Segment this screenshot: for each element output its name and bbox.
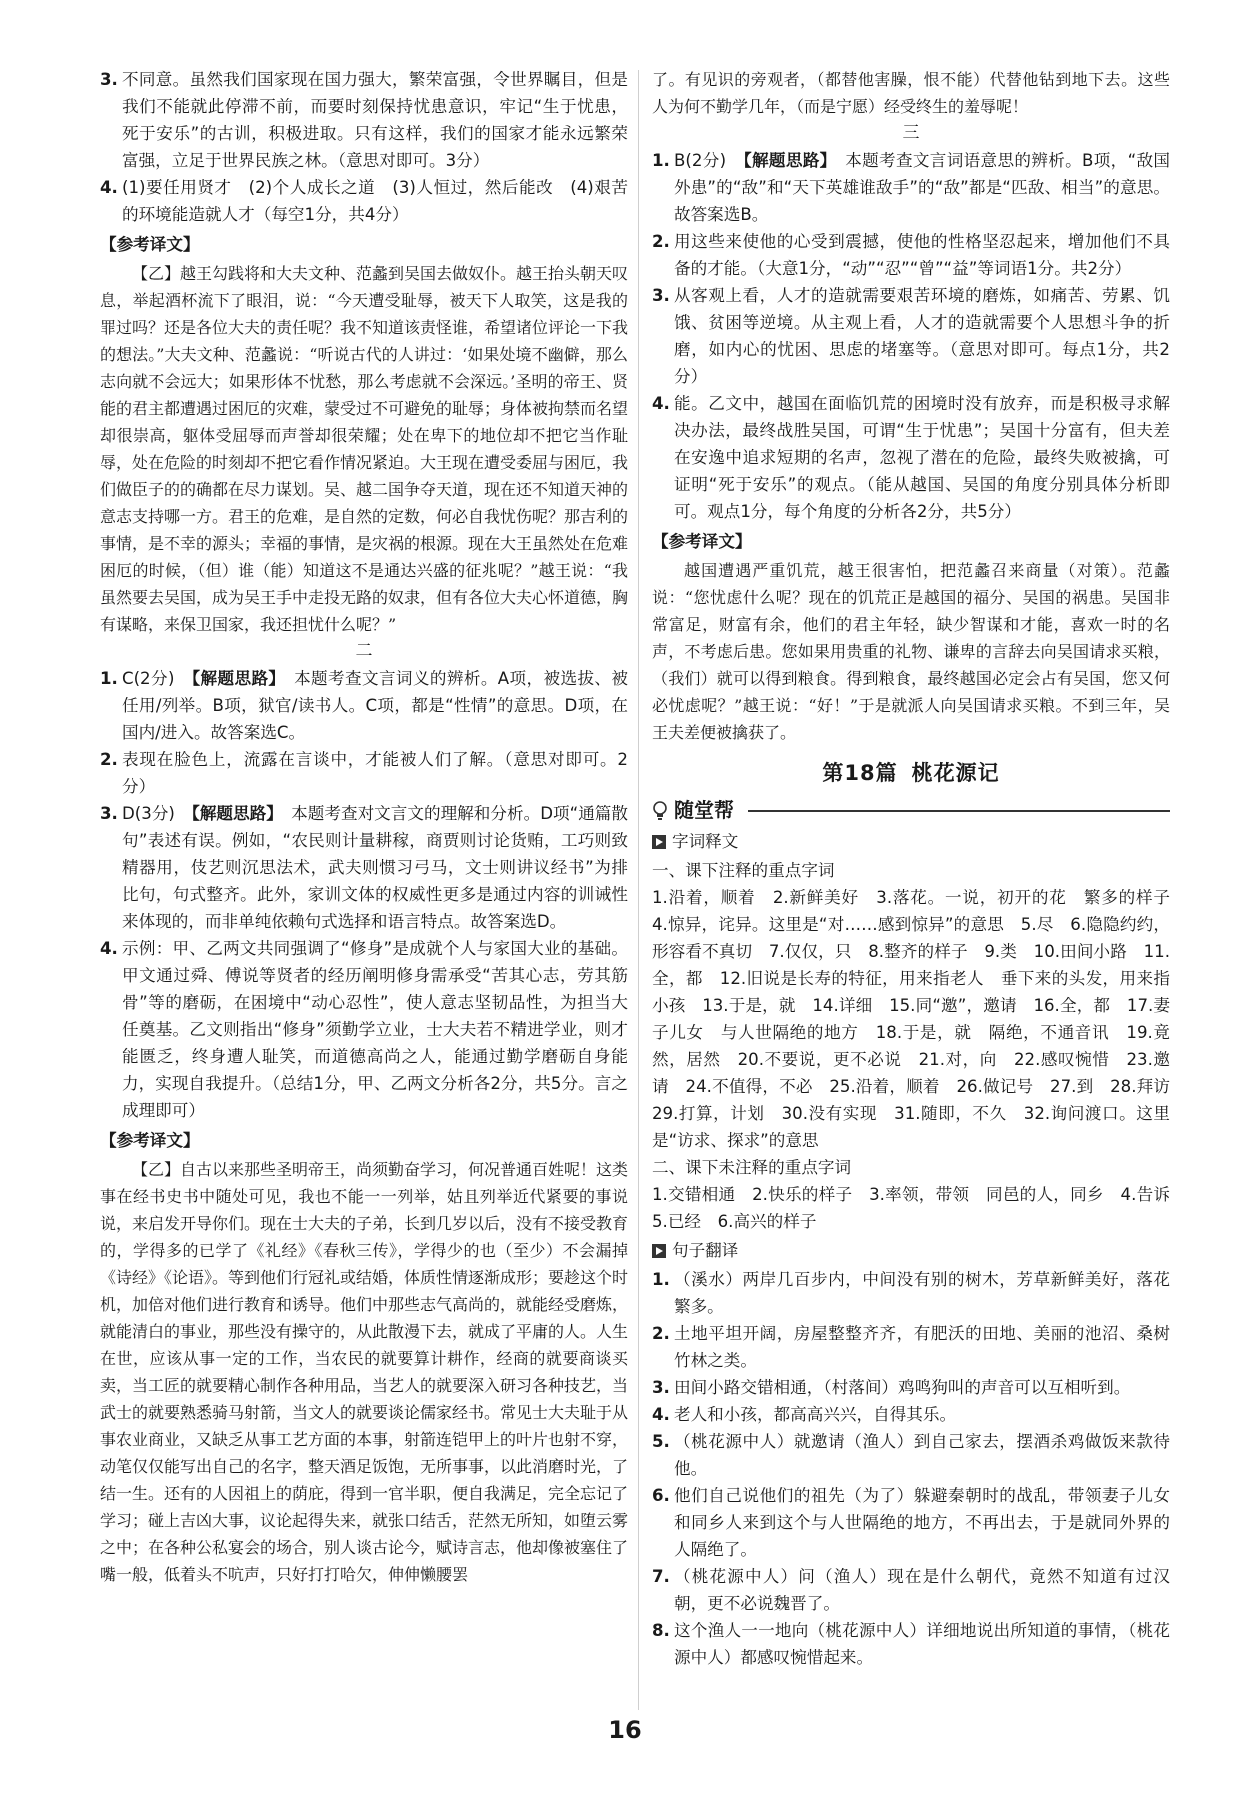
sentence-2: 2. 土地平坦开阔，房屋整整齐齐，有肥沃的田地、美丽的池沼、桑树竹林之类。 [652, 1324, 1170, 1370]
chapter-title [652, 760, 1170, 787]
answer-4-sec3: 4. 能。乙文中，越国在面临饥荒的困境时没有放弃，而是积极寻求解决办法，最终战胜吴国，可谓“生于忧患”；吴国十分富有，但夫差在安逸中追求短期的名声，忽视了潜在的危险，最终失败被擒，可证明“死于安乐”的观点。（能从越国、吴国的角度分别具体分析即可。观点1分，每个角度的分析各2分，共5分） [652, 394, 1170, 521]
chapter-number: 第18篇 [822, 761, 898, 785]
answer-4: 4. (1)要任用贤才 (2)个人成长之道 (3)人恒过，然后能改 (4)艰苦的环境能造就人才（每空1分，共4分） [100, 178, 628, 224]
reference-translation-2-continued: 了。有见识的旁观者，（都替他害臊，恨不能）代替他钻到地下去。这些人为何不勤学几年，（而是宁愿）经受终生的羞辱呢！ [652, 70, 1170, 116]
answer-4b: 4. 示例：甲、乙两文共同强调了“修身”是成就个人与家国大业的基础。甲文通过舜、傅说等贤者的经历阐明修身需承受“苦其心志，劳其筋骨”等的磨砺，在困境中“动心忍性”，使人意志坚韧品性，为担当大任奠基。乙文则指出“修身”须勤学立业，士大夫若不精进学业，则才能匮乏，终身遭人耻笑，而道德高尚之人，能通过勤学磨砺自身能力，实现自我提升。（总结1分，甲、乙两文分析各2分，共5分。言之成理即可） [100, 939, 628, 1120]
section-heading-2: 二 [355, 641, 373, 661]
reference-translation-label-2: 【参考译文】 [100, 1131, 200, 1150]
answer-2-sec3: 2. 用这些来使他的心受到震撼，使他的性格坚忍起来，增加他们不具备的才能。（大意1分，“动”“忍”“曾”“益”等词语1分。共2分） [652, 232, 1170, 278]
answer-2: 2. 表现在脸色上，流露在言谈中，才能被人们了解。（意思对即可。2分） [100, 750, 628, 796]
reference-translation-3: 越国遭遇严重饥荒，越王很害怕，把范蠡召来商量（对策）。范蠡说：“您忧虑什么呢？现在的饥荒正是越国的福分、吴国的祸患。吴国非常富足，财富有余，他们的君主年轻，缺少智谋和才能，喜欢一时的名声，不考虑后患。您如果用贵重的礼物、谦卑的言辞去向吴国请求买粮，（我们）就可以得到粮食。得到粮食，最终越国必定会占有吴国，您又何必忧虑呢？”越王说：“好！”于是就派人向吴国请求买粮。不到三年，吴王夫差便被擒获了。 [652, 561, 1170, 742]
juzi-heading: 句子翻译 [652, 1237, 1170, 1264]
reference-translation-2: 【乙】自古以来那些圣明帝王，尚须勤奋学习，何况普通百姓呢！这类事在经书史书中随处可见，我也不能一一列举，姑且列举近代紧要的事说说，来启发开导你们。现在士大夫的子弟，长到几岁以后，没有不接受教育的，学得多的已学了《礼经》《春秋三传》，学得少的也（至少）不会漏掉《诗经》《论语》。等到他们行冠礼或结婚，体质性情逐渐成形；要趁这个时机，加倍对他们进行教育和诱导。他们中那些志气高尚的，就能经受磨炼，就能清白的事业，那些没有操守的，从此散漫下去，就成了平庸的人。人生在世，应该从事一定的工作，当农民的就要算计耕作，经商的就要商谈买卖，当工匠的就要精心制作各种用品，当艺人的就要深入研习各种技艺，当武士的就要熟悉骑马射箭，当文人的就要谈论儒家经书。常见士大夫耻于从事农业商业，又缺乏从事工艺方面的本事，射箭连铠甲上的叶片也射不穿，动笔仅仅能写出自己的名字，整天酒足饭饱，无所事事，以此消磨时光，了结一生。还有的人因祖上的荫庇，得到一官半职，便自我满足，完全忘记了学习；碰上吉凶大事，议论起得失来，就张口结舌，茫然无所知，如堕云雾之中；在各种公私宴会的场合，别人谈古论今，赋诗言志，他却像被塞住了嘴一般，低着头不吭声，只好打打哈欠，伸伸懒腰罢 [100, 1160, 629, 1584]
sub-heading-1: 一、课下注释的重点字词 [652, 861, 835, 880]
reference-translation: 【乙】越王勾践将和大夫文种、范蠡到吴国去做奴仆。越王抬头朝天叹息，举起酒杯流下了眼泪，说：“今天遭受耻辱，被天下人取笑，这是我的罪过吗？还是各位大夫的责任呢？我不知道该责怪谁，希望诸位评论一下我的想法。”大夫文种、范蠡说：“听说古代的人讲过：‘如果处境不幽僻，那么志向就不会远大；如果形体不忧愁，那么考虑就不会深远。’圣明的帝王、贤能的君主都遭遇过困厄的灾难，蒙受过不可避免的耻辱；身体被拘禁而名望却很崇高，躯体受屈辱而声誉却很荣耀；处在卑下的地位却不把它当作耻辱，处在危险的时刻却不把它看作情况紧迫。大王现在遭受委屈与困厄，我们做臣子的的确都在尽力谋划。吴、越二国争夺天道，现在还不知道天神的意志支持哪一方。君王的危难，是自然的定数，何必自我忧伤呢？那吉利的事情，是不幸的源头；幸福的事情，是灾祸的根源。现在大王虽然处在危难困厄的时候，（但）谁（能）知道这不是通达兴盛的征兆呢？”越王说：“我虽然要去吴国，成为吴王手中走投无路的奴隶，但有各位大夫心怀道德，胸有谋略，来保卫国家，我还担忧什么呢？” [100, 264, 629, 634]
column-divider [638, 70, 639, 1710]
sentence-8: 8. 这个渔人一一地向（桃花源中人）详细地说出所知道的事情，（桃花源中人）都感叹惋惜起来。 [652, 1621, 1170, 1667]
answer-3: 3. 不同意。虽然我们国家现在国力强大，繁荣富强，令世界瞩目，但是我们不能就此停滞不前，而要时刻保持忧患意识，牢记“生于忧患，死于安乐”的古训，积极进取。只有这样，我们的国家才能永远繁荣富强，立足于世界民族之林。（意思对即可。3分） [100, 70, 628, 170]
answer-1: 1. C(2分) 【解题思路】 本题考查文言词义的辨析。A项，被选拔、被任用/列举。B项，狱官/读书人。C项，都是“性情”的意思。D项，在国内/进入。故答案选C。 [100, 669, 628, 742]
reference-translation-label: 【参考译文】 [100, 235, 200, 254]
sentence-4: 4. 老人和小孩，都高高兴兴，自得其乐。 [652, 1405, 957, 1424]
section-heading-3: 三 [902, 123, 920, 143]
play-triangle-icon [652, 835, 666, 849]
reference-translation-label-3: 【参考译文】 [652, 532, 752, 551]
play-triangle-icon [652, 1244, 666, 1258]
chapter-name: 桃花源记 [911, 761, 1000, 785]
zici-heading: 字词释文 [652, 828, 1170, 855]
answer-3b: 3. D(3分) 【解题思路】 本题考查对文言文的理解和分析。D项“通篇散句”表述有误。例如，“农民则计量耕稼，商贾则讨论货贿，工巧则致精器用，伎艺则沉思法术，武夫则惯习弓马，文士则讲议经书”为排比句，句式整齐。此外，家训文体的权威性更多是通过内容的训诫性来体现的，而非单纯依赖句式选择和语言特点。故答案选D。 [100, 804, 628, 931]
banner-rule [748, 810, 1170, 812]
sub-heading-2: 二、课下未注释的重点字词 [652, 1158, 852, 1177]
answer-3-sec3: 3. 从客观上看，人才的造就需要艰苦环境的磨炼，如痛苦、劳累、饥饿、贫困等逆境。从主观上看，人才的造就需要个人思想斗争的折磨，如内心的忧困、思虑的堵塞等。（意思对即可。每点1分，共2分） [652, 286, 1170, 386]
lightbulb-icon [652, 801, 668, 821]
sentence-6: 6. 他们自己说他们的祖先（为了）躲避秦朝时的战乱，带领妻子儿女和同乡人来到这个与人世隔绝的地方，不再出去，于是就同外界的人隔绝了。 [652, 1486, 1170, 1559]
page-number: 16 [608, 1716, 642, 1744]
right-column [652, 66, 1187, 1671]
sentence-5: 5. （桃花源中人）就邀请（渔人）到自己家去，摆酒杀鸡做饭来款待他。 [652, 1432, 1170, 1478]
sentence-3: 3. 田间小路交错相通，（村落间）鸡鸣狗叫的声音可以互相听到。 [652, 1378, 1131, 1397]
sentence-7: 7. （桃花源中人）问（渔人）现在是什么朝代，竟然不知道有过汉朝，更不必说魏晋了。 [652, 1567, 1170, 1613]
word-notes-2: 1.交错相通 2.快乐的样子 3.率领，带领 同邑的人，同乡 4.告诉 5.已经 6.高兴的样子 [652, 1185, 1187, 1231]
answer-1-sec3: 1. B(2分) 【解题思路】 本题考查文言词语意思的辨析。B项，“敌国外患”的“敌”和“天下英雄谁敌手”的“敌”都是“匹敌、相当”的意思。故答案选B。 [652, 151, 1171, 224]
word-notes-1: 1.沿着，顺着 2.新鲜美好 3.落花。一说，初开的花 繁多的样子 4.惊异，诧异。这里是“对……感到惊异”的意思 5.尽 6.隐隐约约，形容看不真切 7.仅仅，只 8.整齐的样子 9.类 10.田间小路 11.全，都 12.旧说是长寿的特征，用来指老人 垂下来的头发，用来指小孩 13.于是，就 14.详细 15.同“邀”，邀请 16.全，都 17.妻子儿女 与人世隔绝的地方 18.于是，就 隔绝，不通音讯 19.竟然，居然 20.不要说，更不必说 21.对，向 22.感叹惋惜 23.邀请 24.不值得，不必 25.沿着，顺着 26.做记号 27.到 28.拜访 29.打算，计划 30.没有实现 31.随即，不久 32.询问渡口。这里是“访求、探求”的意思 [652, 888, 1187, 1150]
left-column [100, 66, 628, 1588]
suitangbang-banner: 随堂帮 [652, 797, 1170, 824]
sentence-1: 1. （溪水）两岸几百步内，中间没有别的树木，芳草新鲜美好，落花繁多。 [652, 1270, 1170, 1316]
